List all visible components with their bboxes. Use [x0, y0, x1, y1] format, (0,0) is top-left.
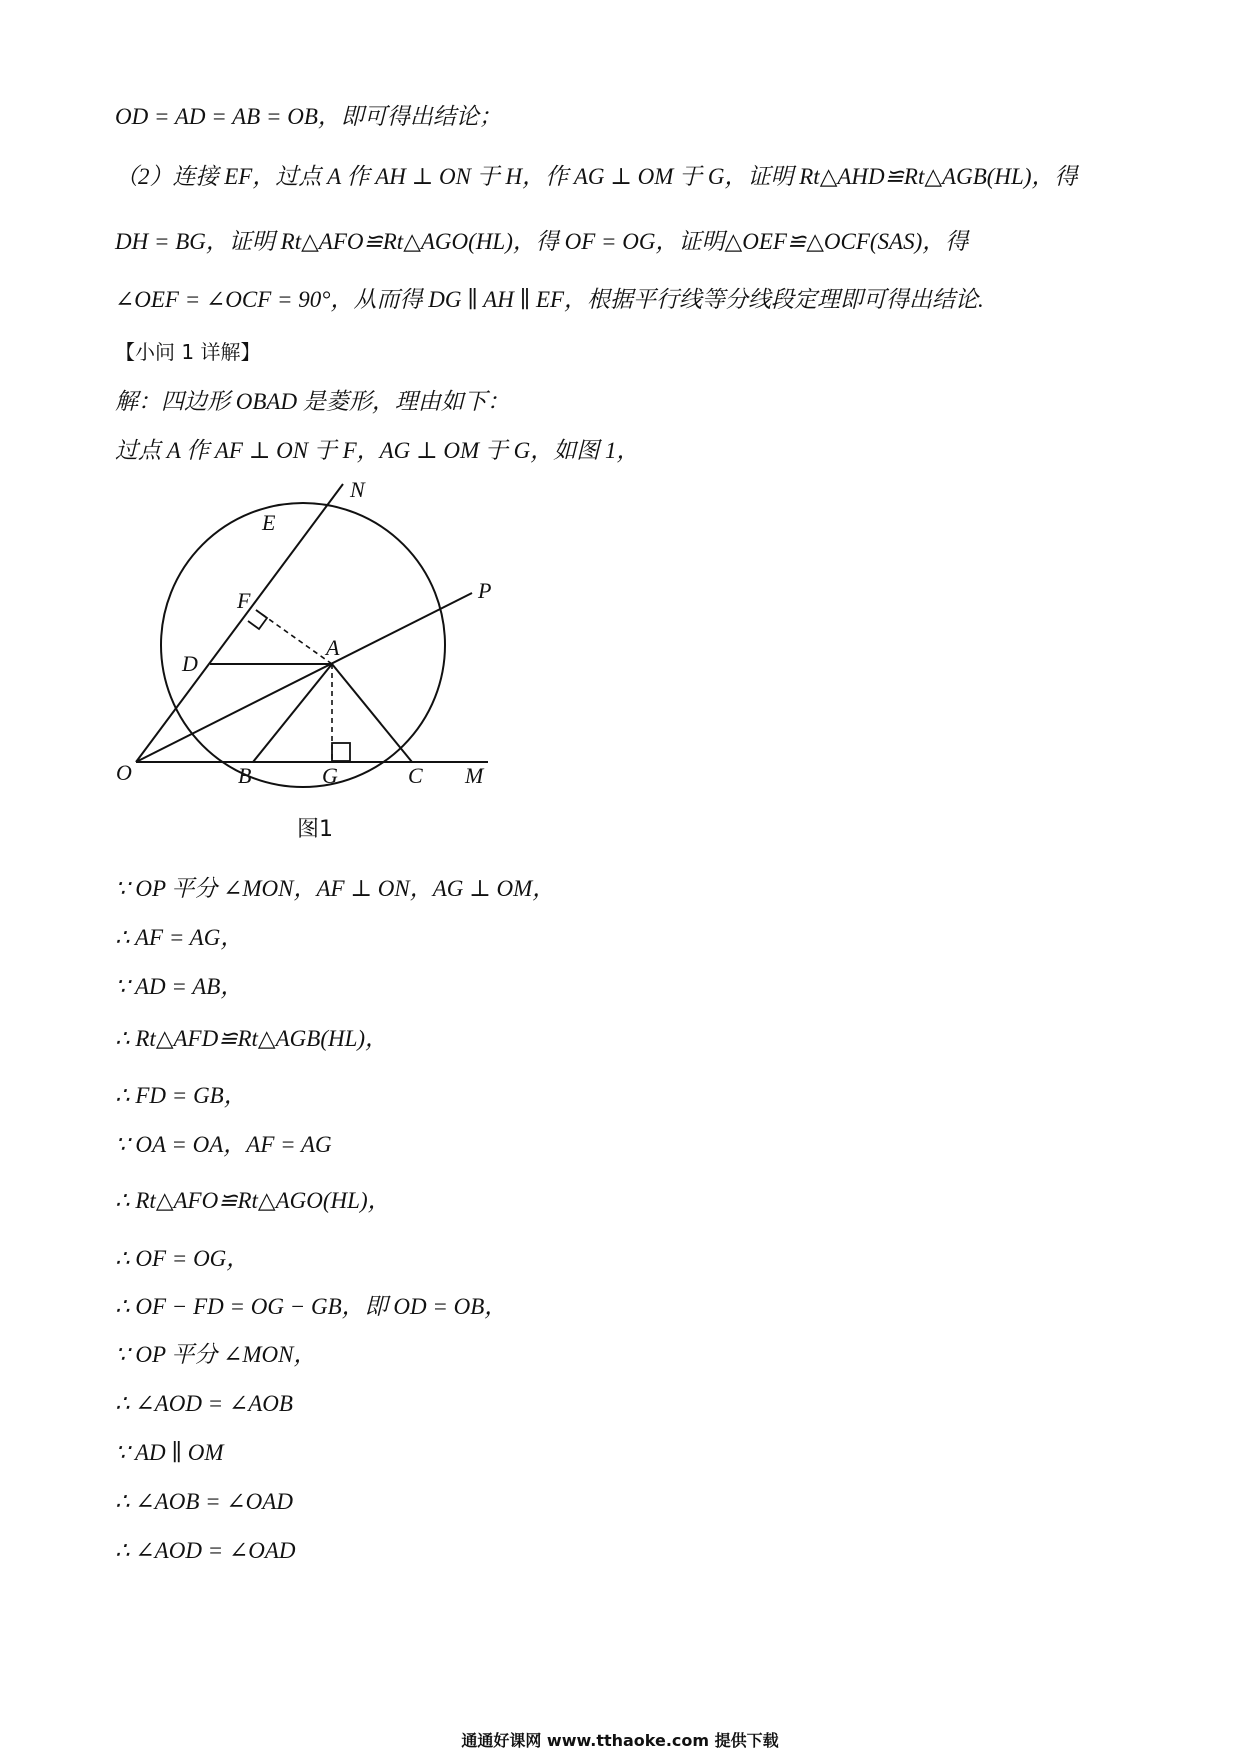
proof-line-5: ∴ FD = GB，: [115, 1083, 247, 1108]
figure-caption: 图1: [297, 817, 333, 842]
construction-line: 过点 A 作 AF ⊥ ON 于 F，AG ⊥ OM 于 G，如图 1，: [115, 438, 640, 463]
label-p: P: [478, 578, 492, 603]
proof-line-1: ∵ OP 平分 ∠MON，AF ⊥ ON，AG ⊥ OM，: [115, 876, 556, 901]
proof-line-3: ∵ AD = AB，: [115, 974, 244, 999]
segment-ab: [253, 664, 332, 762]
segment-ac: [332, 664, 412, 762]
intro-line-1: OD = AD = AB = OB，即可得出结论；: [115, 104, 502, 129]
ray-op: [136, 593, 472, 762]
label-a: A: [326, 635, 340, 660]
label-d: D: [182, 651, 198, 676]
proof-line-4: ∴ Rt△AFD≌Rt△AGB(HL)，: [115, 1026, 389, 1051]
proof-line-8: ∴ OF = OG，: [115, 1246, 250, 1271]
label-b: B: [238, 763, 252, 788]
label-n: N: [350, 480, 365, 502]
answer-line: 解：四边形 OBAD 是菱形，理由如下：: [115, 389, 510, 414]
label-f: F: [237, 588, 251, 613]
label-o: O: [116, 760, 132, 785]
circle: [161, 503, 445, 787]
proof-line-7: ∴ Rt△AFO≌Rt△AGO(HL)，: [115, 1188, 391, 1213]
proof-line-9: ∴ OF − FD = OG − GB，即 OD = OB，: [115, 1294, 508, 1319]
intro-line-2: （2）连接 EF，过点 A 作 AH ⊥ ON 于 H，作 AG ⊥ OM 于 G，证明 Rt△AHD≌Rt△AGB(HL)，得: [115, 164, 1078, 189]
proof-line-2: ∴ AF = AG，: [115, 925, 244, 950]
section-heading: 【小问 1 详解】: [115, 340, 261, 364]
label-g: G: [322, 763, 338, 788]
label-m: M: [465, 763, 484, 788]
ray-on: [136, 484, 343, 762]
geometry-figure: [110, 480, 530, 800]
proof-line-14: ∴ ∠AOD = ∠OAD: [115, 1538, 296, 1563]
proof-line-13: ∴ ∠AOB = ∠OAD: [115, 1489, 293, 1514]
intro-line-3: DH = BG，证明 Rt△AFO≌Rt△AGO(HL)，得 OF = OG，证明△OEF≌△OCF(SAS)，得: [115, 229, 969, 254]
intro-line-4: ∠OEF = ∠OCF = 90°，从而得 DG ∥ AH ∥ EF，根据平行线等分线段定理即可得出结论.: [115, 287, 984, 312]
label-c: C: [408, 763, 423, 788]
proof-line-6: ∵ OA = OA，AF = AG: [115, 1132, 332, 1157]
proof-line-10: ∵ OP 平分 ∠MON，: [115, 1342, 317, 1367]
right-angle-g: [332, 743, 350, 761]
proof-line-12: ∵ AD ∥ OM: [115, 1440, 224, 1465]
proof-line-11: ∴ ∠AOD = ∠AOB: [115, 1391, 293, 1416]
right-angle-f: [248, 610, 267, 629]
footer: 通通好课网 www.tthaoke.com 提供下载: [461, 1731, 779, 1750]
label-e: E: [262, 510, 276, 535]
